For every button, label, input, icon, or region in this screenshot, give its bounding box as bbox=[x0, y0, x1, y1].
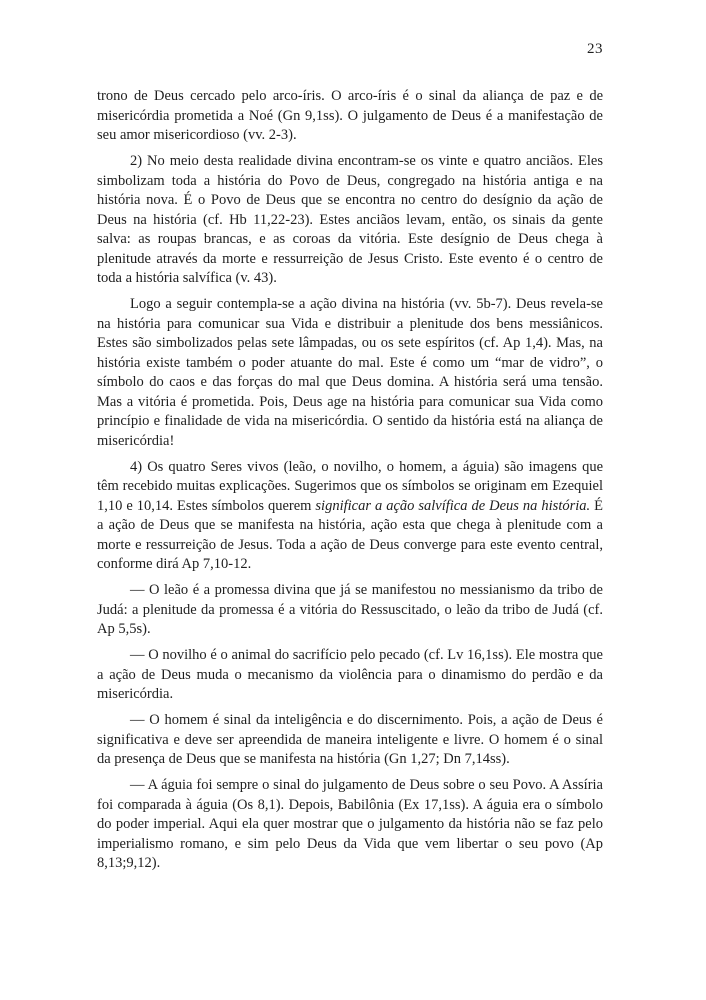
paragraph-novilho bbox=[97, 646, 603, 705]
paragraph-aguia bbox=[97, 776, 603, 874]
page-body bbox=[97, 87, 603, 880]
paragraph-2-ancioes bbox=[97, 152, 603, 289]
paragraph-continuation bbox=[97, 87, 603, 146]
text-run: É a ação de Deus que se manifesta na história, ação esta que chega à plenitude com a morte e ressurreição de Jesus. Toda a ação de Deus converge para este evento central, conforme dirá Ap 7,10-12. bbox=[97, 497, 603, 572]
paragraph-leao bbox=[97, 581, 603, 640]
paragraph-4-seres-vivos bbox=[97, 458, 603, 575]
paragraph-acao-divina bbox=[97, 295, 603, 451]
text-run: — O homem é sinal da inteligência e do discernimento. Pois, a ação de Deus é significativa e deve ser apreendida de maneira inteligente e livre. O homem é o sinal da presença de Deus que se manifesta na história (Gn 1,27; Dn 7,14ss). bbox=[97, 712, 603, 767]
text-run: 4) Os quatro Seres vivos (leão, o novilho, o homem, a águia) são imagens que têm recebido muitas explicações. Sugerimos que os símbolos se originam em Ezequiel 1,10 e 10,14. Estes símbolos querem bbox=[97, 458, 603, 514]
text-run: — O novilho é o animal do sacrifício pelo pecado (cf. Lv 16,1ss). Ele mostra que a ação de Deus muda o mecanismo da violência para o dinamismo do perdão e da misericórdia. bbox=[97, 647, 603, 702]
emphasized-text-run: significar a ação salvífica de Deus na história. bbox=[315, 497, 591, 514]
text-run: — A águia foi sempre o sinal do julgamento de Deus sobre o seu Povo. A Assíria foi comparada à águia (Os 8,1). Depois, Babilônia (Ex 17,1ss). A águia era o símbolo do poder imperial. Aqui ela quer mostrar que o julgamento da história não se faz pelo imperialismo romano, e sim pelo Deus da Vida que vem libertar o seu povo (Ap 8,13;9,12). bbox=[97, 777, 603, 871]
paragraph-homem bbox=[97, 711, 603, 770]
text-run: — O leão é a promessa divina que já se manifestou no messianismo da tribo de Judá: a plenitude da promessa é a vitória do Ressuscitado, o leão da tribo de Judá (cf. Ap 5,5s). bbox=[97, 582, 603, 637]
text-run: Logo a seguir contempla-se a ação divina na história (vv. 5b-7). Deus revela-se na história para comunicar sua Vida e distribuir a plenitude dos bens messiânicos. Estes são simbolizados pelas sete lâmpadas, ou os sete espíritos (cf. Ap 1,4). Mas, na história existe também o poder atuante do mal. Este é como um “mar de vidro”, o símbolo do caos e das forças do mal que Deus domina. A história será uma tensão. Mas a vitória é prometida. Pois, Deus age na história para comunicar sua Vida como princípio e finalidade de vida na misericórdia. O sentido da história está na aliança de misericórdia! bbox=[97, 296, 603, 449]
page-number: 23 bbox=[587, 41, 603, 57]
text-run: trono de Deus cercado pelo arco-íris. O arco-íris é o sinal da aliança de paz e de misericórdia prometida a Noé (Gn 9,1ss). O julgamento de Deus é a manifestação de seu amor misericordioso (vv. 2-3). bbox=[97, 88, 603, 143]
text-run: 2) No meio desta realidade divina encontram-se os vinte e quatro anciãos. Eles simbolizam toda a história do Povo de Deus, congregado na história antiga e na história nova. É o Povo de Deus que se encontra no centro do desígnio da ação de Deus na história (cf. Hb 11,22-23). Estes anciãos levam, então, os sinais da gente salva: as roupas brancas, e as coroas da vitória. Este desígnio de Deus chega à plenitude através da morte e ressurreição de Jesus Cristo. Este evento é o centro de toda a história salvífica (v. 43). bbox=[97, 153, 603, 286]
